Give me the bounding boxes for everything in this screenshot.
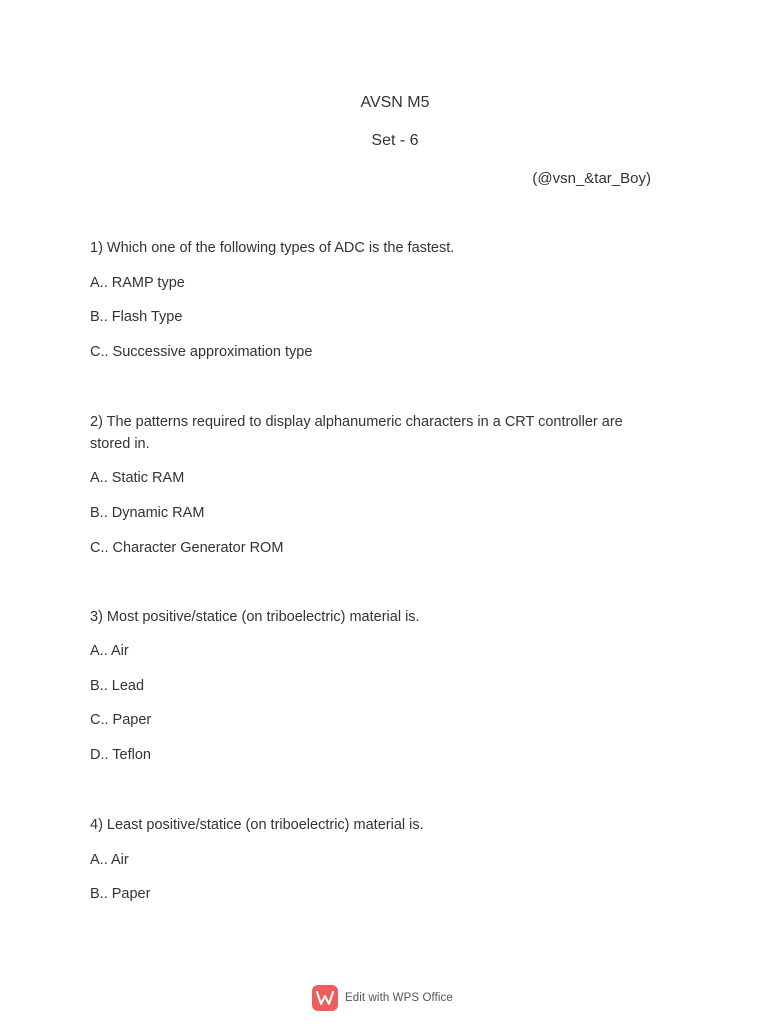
question-3-option-d: D.. Teflon bbox=[90, 747, 151, 763]
edit-with-wps-label: Edit with WPS Office bbox=[345, 992, 453, 1004]
question-2-option-c: C.. Character Generator ROM bbox=[90, 540, 284, 556]
question-1-option-c: C.. Successive approximation type bbox=[90, 344, 313, 360]
question-3-option-a: A.. Air bbox=[90, 643, 129, 659]
question-2-text: 2) The patterns required to display alphanumeric characters in a CRT controller are stored in. bbox=[90, 414, 623, 452]
question-2-option-a: A.. Static RAM bbox=[90, 470, 185, 486]
question-3-option-b: B.. Lead bbox=[90, 678, 145, 694]
question-4-option-a: A.. Air bbox=[90, 852, 129, 868]
question-2-option-b: B.. Dynamic RAM bbox=[90, 505, 205, 521]
question-1-option-a: A.. RAMP type bbox=[90, 275, 185, 291]
question-1-option-b: B.. Flash Type bbox=[90, 309, 183, 325]
author-handle: (@vsn_&tar_Boy) bbox=[532, 170, 651, 187]
set-label: Set - 6 bbox=[371, 132, 419, 149]
question-1-text: 1) Which one of the following types of ADC is the fastest. bbox=[90, 240, 455, 256]
document-title: AVSN M5 bbox=[360, 94, 430, 111]
question-3-text: 3) Most positive/statice (on triboelectric) material is. bbox=[90, 609, 420, 625]
question-4-text: 4) Least positive/statice (on triboelectric) material is. bbox=[90, 817, 424, 833]
question-4-option-b: B.. Paper bbox=[90, 886, 151, 902]
edit-with-wps-button[interactable] bbox=[312, 985, 453, 1011]
wps-logo-icon bbox=[312, 985, 338, 1011]
question-3-option-c: C.. Paper bbox=[90, 712, 152, 728]
